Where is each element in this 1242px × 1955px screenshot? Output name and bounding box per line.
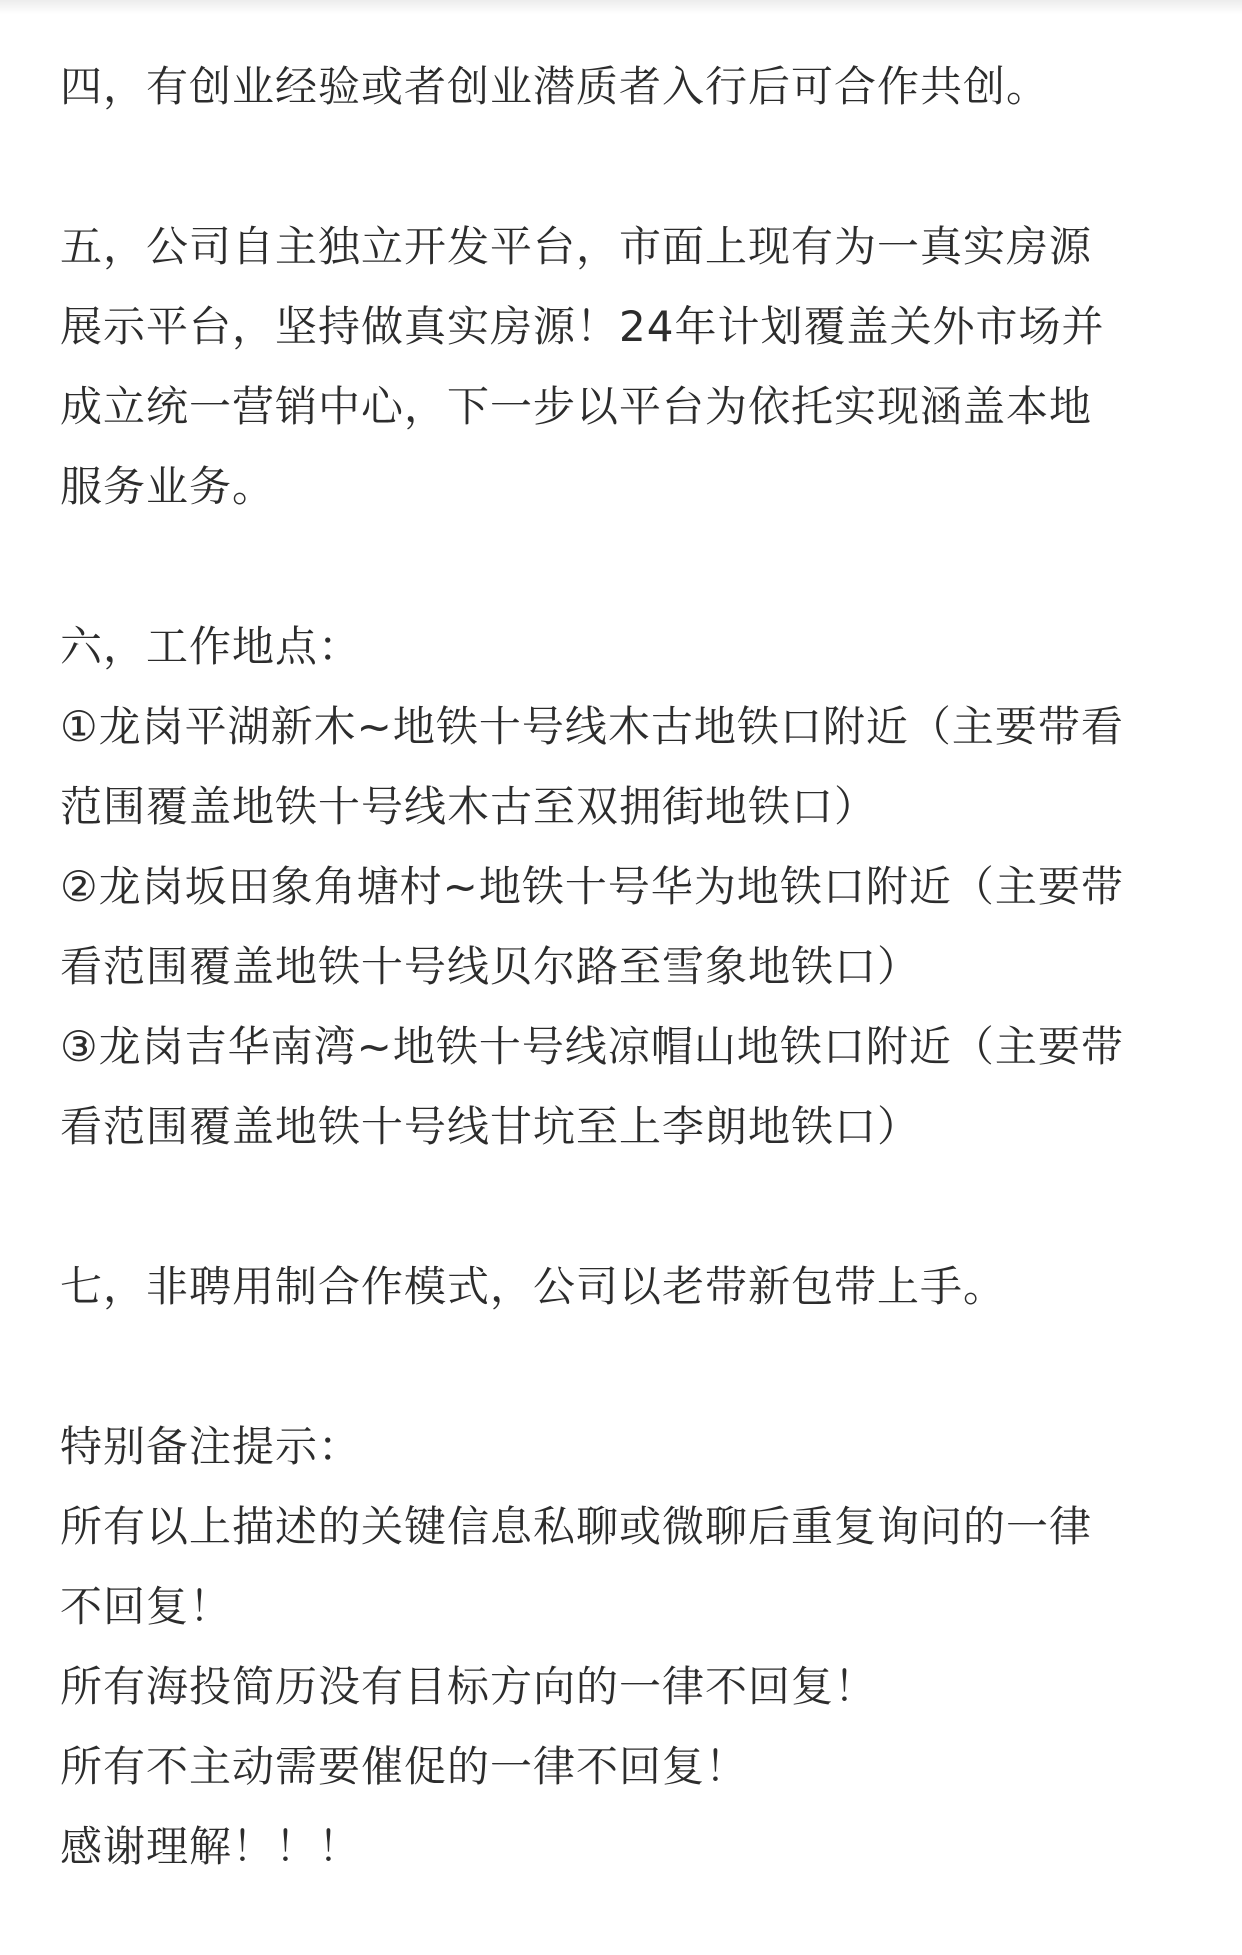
text-line: 看范围覆盖地铁十号线甘坑至上李朗地铁口）	[60, 1102, 921, 1151]
section-5	[60, 207, 1200, 527]
paragraph-gap	[60, 1167, 1200, 1247]
text-line: 所有海投简历没有目标方向的一律不回复！	[60, 1662, 878, 1711]
post-body-text	[60, 47, 1200, 1887]
text-line: 七，非聘用制合作模式，公司以老带新包带上手。	[60, 1262, 1007, 1311]
text-line: ②龙岗坂田象角塘村~地铁十号华为地铁口附近（主要带	[60, 862, 1124, 911]
text-line: 服务业务。	[60, 462, 276, 511]
text-line: ③龙岗吉华南湾~地铁十号线凉帽山地铁口附近（主要带	[60, 1022, 1124, 1071]
text-line: 不回复！	[60, 1582, 233, 1631]
special-notes	[60, 1407, 1200, 1887]
text-line: 四，有创业经验或者创业潜质者入行后可合作共创。	[60, 62, 1050, 111]
section-4	[60, 47, 1200, 127]
section-7	[60, 1247, 1200, 1327]
text-line: 特别备注提示：	[60, 1422, 362, 1471]
text-line: 成立统一营销中心，下一步以平台为依托实现涵盖本地	[60, 382, 1093, 431]
text-line: ①龙岗平湖新木~地铁十号线木古地铁口附近（主要带看	[60, 702, 1124, 751]
top-shadow	[0, 0, 1242, 14]
paragraph-gap	[60, 1327, 1200, 1407]
paragraph-gap	[60, 527, 1200, 607]
text-line: 感谢理解！！！	[60, 1822, 362, 1871]
text-line: 所有不主动需要催促的一律不回复！	[60, 1742, 749, 1791]
text-line: 六，工作地点：	[60, 622, 362, 671]
text-line: 所有以上描述的关键信息私聊或微聊后重复询问的一律	[60, 1502, 1093, 1551]
text-line: 展示平台，坚持做真实房源！24年计划覆盖关外市场并	[60, 302, 1105, 351]
paragraph-gap	[60, 127, 1200, 207]
text-line: 五，公司自主独立开发平台，市面上现有为一真实房源	[60, 222, 1093, 271]
text-line: 范围覆盖地铁十号线木古至双拥街地铁口）	[60, 782, 878, 831]
text-line: 看范围覆盖地铁十号线贝尔路至雪象地铁口）	[60, 942, 921, 991]
section-6-work-locations	[60, 607, 1200, 1167]
